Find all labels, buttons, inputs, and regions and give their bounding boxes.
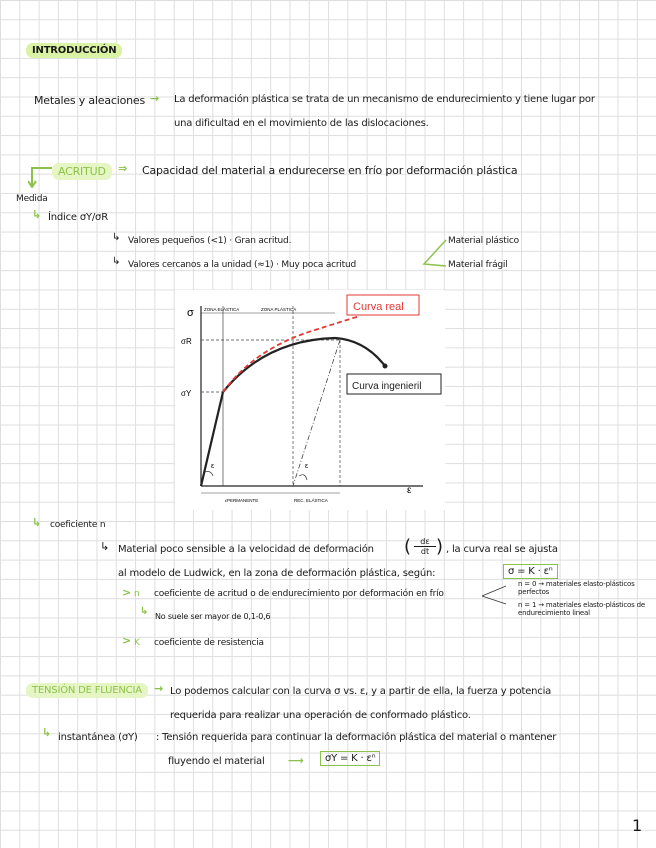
sigma-r-label: σR xyxy=(181,337,192,346)
n-zero-note: n = 0 → materiales elasto-plásticos perfectos xyxy=(518,580,635,596)
bracket-icon xyxy=(420,238,450,270)
sigma-label: σ xyxy=(187,307,194,319)
long-arrow-icon: ⟶ xyxy=(288,754,304,767)
fluencia-line-2: requerida para realizar una operación de conformado plástico. xyxy=(170,710,471,721)
coeficiente-n-heading: coeficiente n xyxy=(50,520,106,530)
intro-line-1: La deformación plástica se trata de un mecanismo de endurecimiento y tiene lugar por xyxy=(174,94,595,105)
fluencia-term: TENSIÓN DE FLUENCIA xyxy=(26,683,148,698)
intro-term: Metales y aleaciones xyxy=(34,94,145,107)
curva-real-label: Curva real xyxy=(353,301,404,313)
instantanea-line-1: : Tensión requerida para continuar la deformación plástica del material o mantener xyxy=(156,732,557,743)
rec-elastica-label: REC. ELÁSTICA xyxy=(294,498,328,503)
instantanea-line-2: fluyendo el material xyxy=(168,756,265,767)
n-description: coeficiente de acritud o de endurecimiento por deformación en frío xyxy=(154,589,444,599)
chevron-icon: > xyxy=(122,586,132,599)
return-arrow-icon: ↳ xyxy=(32,516,42,529)
n-label: n xyxy=(134,589,140,599)
arrow-icon: → xyxy=(150,92,160,105)
branch-arrow-icon xyxy=(480,580,520,610)
fluencia-line-1: Lo podemos calcular con la curva σ vs. ε, y a partir de ella, la fuerza y potencia xyxy=(170,686,552,697)
return-arrow-icon: ↳ xyxy=(112,232,121,243)
coef-line-1b: , la curva real se ajusta xyxy=(446,544,558,555)
return-arrow-icon: ↳ xyxy=(112,256,121,267)
fraction-bottom: dt xyxy=(420,547,430,556)
material-plastico: Material plástico xyxy=(448,236,519,246)
sigma-y-label: σY xyxy=(181,389,192,398)
acritud-item-2: Valores cercanos a la unidad (≈1) · Muy poca acritud xyxy=(128,260,357,270)
instantanea-term: instantánea (σY) xyxy=(58,732,138,743)
stress-strain-diagram xyxy=(175,290,445,510)
epsilon-axis-label: ε xyxy=(407,485,412,496)
arrow-icon: → xyxy=(154,682,164,695)
fluencia-formula: σY = K · εⁿ xyxy=(320,751,380,766)
zona-plastica-label: ZONA PLÁSTICA xyxy=(261,307,297,312)
medida-label: Medida xyxy=(16,194,48,204)
double-arrow-icon: ⇒ xyxy=(118,162,128,175)
paren-open: ( xyxy=(404,536,411,557)
n-range-note: No suele ser mayor de 0,1-0,6 xyxy=(155,612,271,621)
coef-line-1: Material poco sensible a la velocidad de deformación xyxy=(118,544,374,555)
fraction xyxy=(414,537,436,556)
permanente-label: εPERMANENTE xyxy=(225,498,259,503)
return-arrow-icon: ↳ xyxy=(100,540,110,553)
acritud-term: ACRITUD xyxy=(52,163,112,180)
indice-label: Índice σY/σR xyxy=(48,212,108,223)
material-fragil: Material frágil xyxy=(448,260,508,270)
epsilon-mid-label: ε xyxy=(305,463,309,470)
intro-line-2: una dificultad en el movimiento de las dislocaciones. xyxy=(174,118,429,129)
return-arrow-icon: ↳ xyxy=(140,606,149,617)
coef-line-2: al modelo de Ludwick, en la zona de deformación plástica, según: xyxy=(118,568,436,579)
acritud-item-1: Valores pequeños (<1) · Gran acritud. xyxy=(128,236,292,246)
k-description: coeficiente de resistencia xyxy=(154,638,264,648)
acritud-definition: Capacidad del material a endurecerse en frío por deformación plástica xyxy=(142,164,518,177)
fraction-top: dε xyxy=(414,537,436,547)
curva-ingenieril-label: Curva ingenieril xyxy=(352,381,422,392)
k-label: K xyxy=(134,638,140,648)
return-arrow-icon: ↳ xyxy=(42,726,52,739)
chevron-icon: > xyxy=(122,634,132,647)
epsilon-left-label: ε xyxy=(211,463,215,470)
n-one-note: n = 1 → materiales elasto-plásticos de endurecimiento lineal xyxy=(518,601,645,617)
return-arrow-icon: ↳ xyxy=(32,208,42,221)
paren-close: ) xyxy=(436,536,443,557)
page-number: 1 xyxy=(632,816,642,835)
section-title-introduccion: INTRODUCCIÓN xyxy=(26,43,122,58)
zona-elastica-label: ZONA ELÁSTICA xyxy=(204,307,240,312)
ludwick-formula: σ = K · εⁿ xyxy=(503,564,558,579)
